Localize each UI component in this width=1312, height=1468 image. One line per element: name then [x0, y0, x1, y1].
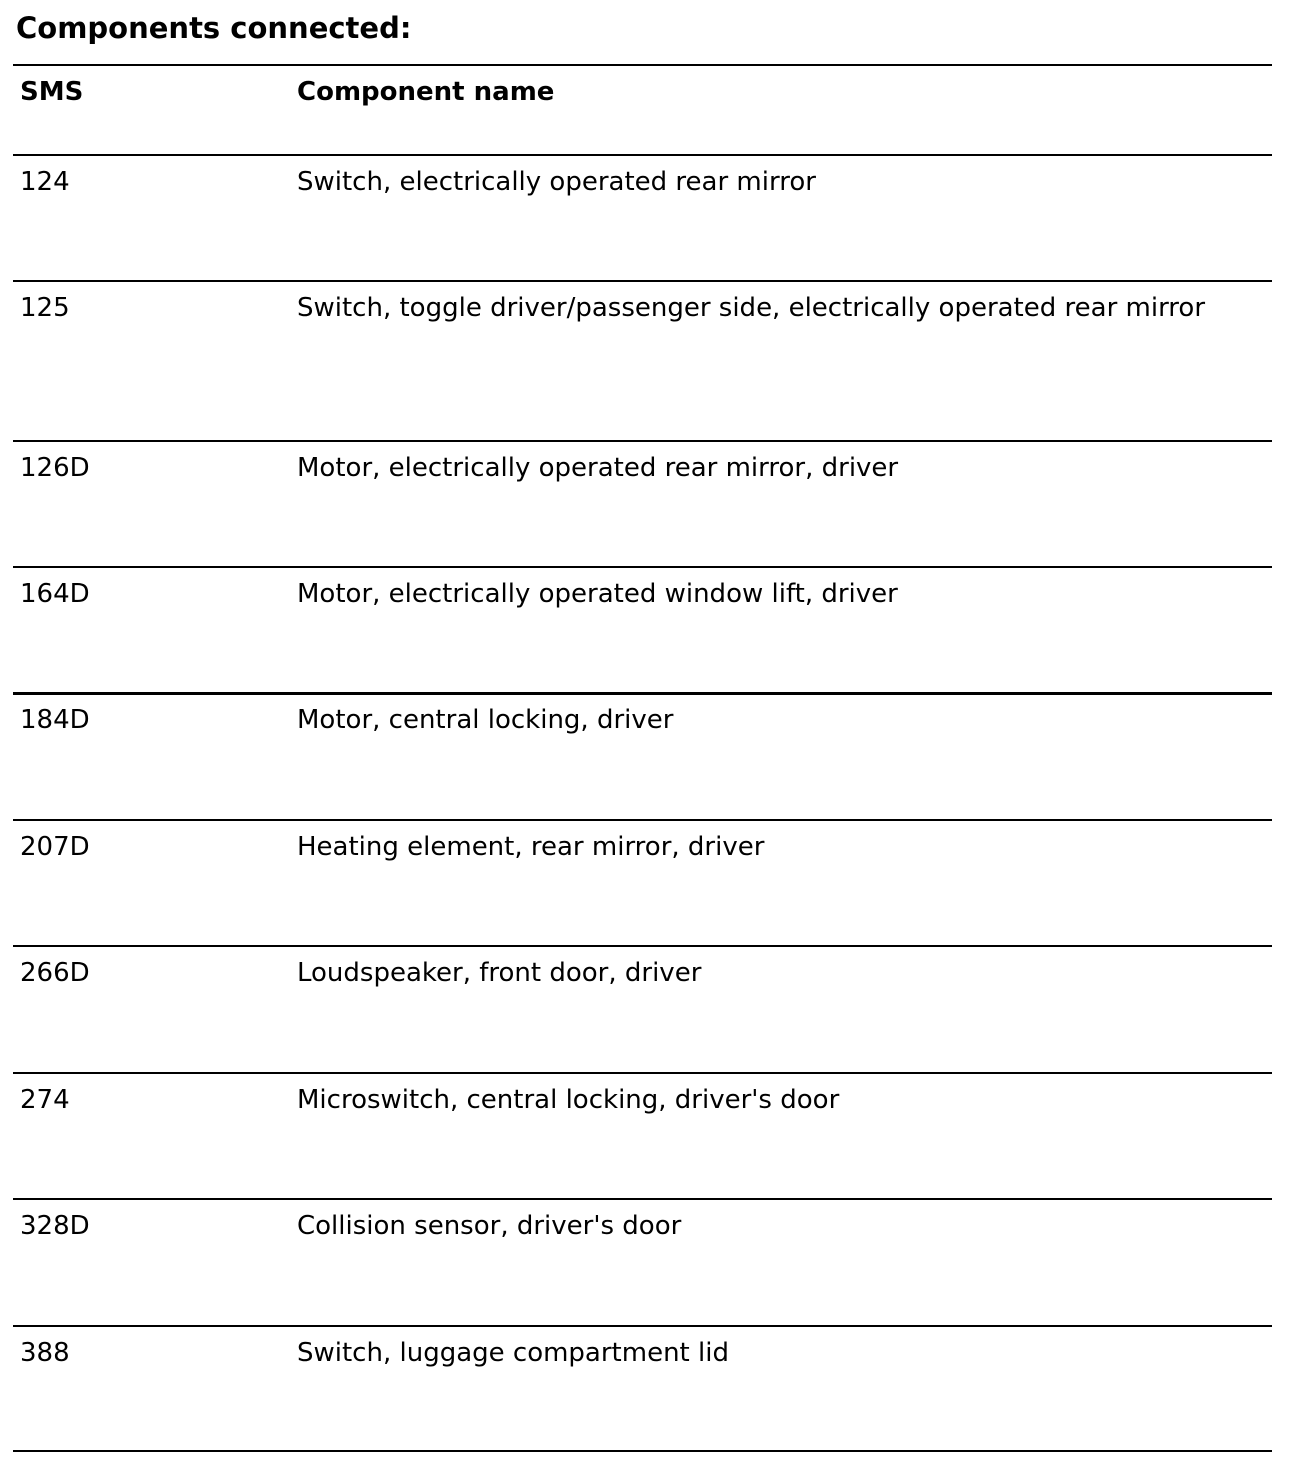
table-row-sms: 125 [20, 293, 70, 323]
table-row-component-name: Collision sensor, driver's door [297, 1211, 682, 1241]
row-divider [13, 819, 1272, 821]
table-row-sms: 274 [20, 1085, 70, 1115]
row-divider [13, 566, 1272, 568]
table-row-sms: 126D [20, 453, 90, 483]
column-header-component-name: Component name [297, 77, 555, 107]
row-divider [13, 1072, 1272, 1074]
table-row-sms: 207D [20, 832, 90, 862]
table-row-component-name: Motor, electrically operated window lift, driver [297, 579, 898, 609]
table-row-sms: 388 [20, 1338, 70, 1368]
table-row-component-name: Switch, luggage compartment lid [297, 1338, 729, 1368]
table-row-sms: 328D [20, 1211, 90, 1241]
table-row-component-name: Microswitch, central locking, driver's door [297, 1085, 840, 1115]
row-divider [13, 1325, 1272, 1327]
table-row-component-name: Loudspeaker, front door, driver [297, 958, 702, 988]
table-row-component-name: Switch, toggle driver/passenger side, electrically operated rear mirror [297, 293, 1206, 323]
row-divider [13, 692, 1272, 695]
table-row-sms: 164D [20, 579, 90, 609]
page-title: Components connected: [16, 11, 412, 45]
row-divider [13, 154, 1272, 156]
row-divider [13, 1198, 1272, 1200]
table-top-rule [13, 64, 1272, 66]
column-header-sms: SMS [20, 77, 84, 107]
table-row-component-name: Motor, central locking, driver [297, 705, 674, 735]
table-row-sms: 124 [20, 167, 70, 197]
table-row-sms: 184D [20, 705, 90, 735]
row-divider [13, 280, 1272, 282]
row-divider [13, 945, 1272, 947]
row-divider [13, 440, 1272, 442]
table-row-component-name: Motor, electrically operated rear mirror, driver [297, 453, 899, 483]
table-row-component-name: Heating element, rear mirror, driver [297, 832, 765, 862]
table-row-component-name: Switch, electrically operated rear mirror [297, 167, 816, 197]
table-row-sms: 266D [20, 958, 90, 988]
table-bottom-rule [13, 1450, 1272, 1452]
